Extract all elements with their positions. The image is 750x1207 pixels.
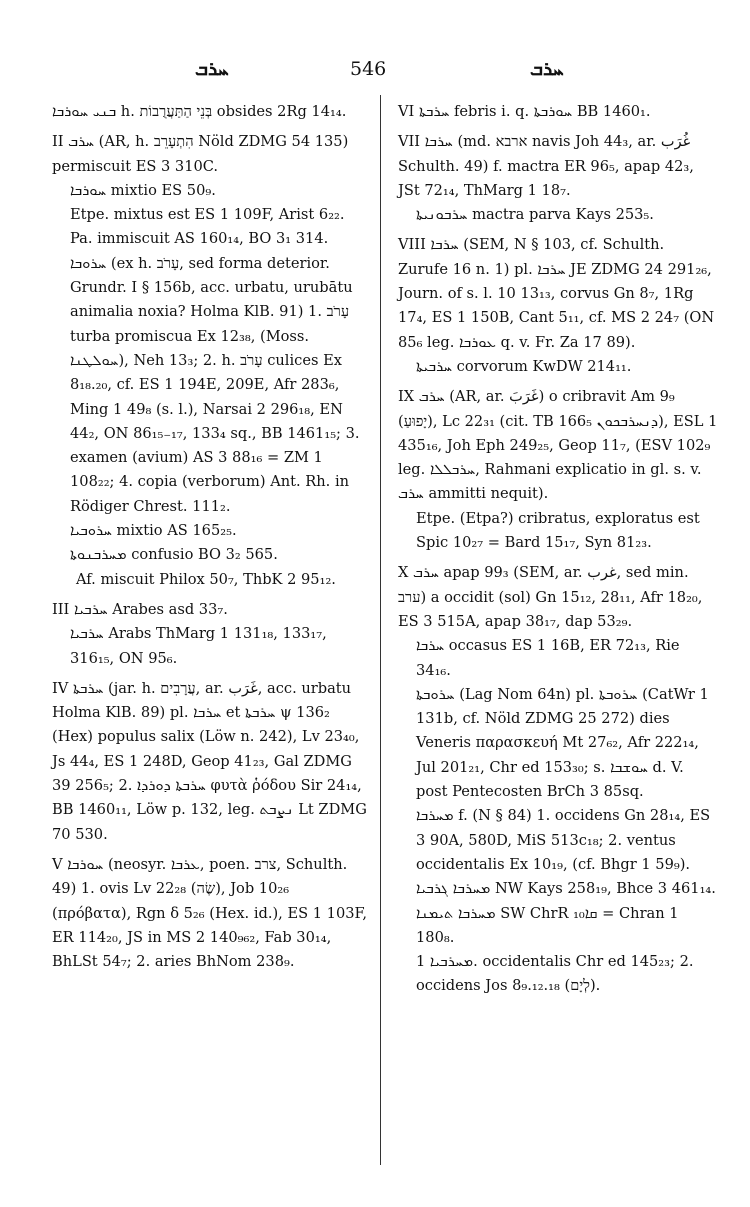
dictionary-entry: ܚܪܘܒܬܐ (Lag Nom 64n) pl. ܚܪܘܒܬܐ (CatWr 1 131b, cf. Nöld ZDMG 25 272) dies Veneris παρασκευή Mt 27₆₂, Afr 222₁₄, Jul 201₂₁, Chr ed 153₃₀; s. ܚܘܫܒܐ d. V. post Pentecosten BrCh 3 85sq. — [416, 685, 709, 801]
dictionary-entry: Pa. immiscuit AS 160₁₄, BO 3₁ 314. — [70, 230, 329, 248]
dictionary-entry: ܚܪܘܒܐ (ex h. עָרֹב, sed forma deterior. Grundr. I § 156b, acc. urbatu, urubātu animalia noxia? Holma KlB. 91) 1. עָרֹב turba promiscua Ex 12₃₈, (Moss. ܚܘܠܛܢܐ), Neh 13₃; 2. h. עָרֹב culices Ex 8₁₈.₂₀, cf. ES 1 194E, 209E, Afr 283₆, Ming 1 49₈ (s. l.), Narsai 2 296₁₈, EN 44₂, ON 86₁₅₋₁₇, 133₄ sq., BB 1461₁₅; 3. examen (avium) AS 3 88₁₆ = ZM 1 108₂₂; 4. copia (verborum) Ant. Rh. in Rödiger Chrest. 111₂. — [70, 254, 360, 515]
dictionary-entry: ܡܚܪܒܐ ܓܪܒܝܐ NW Kays 258₁₉, Bhce 3 461₁₄. — [416, 880, 716, 898]
dictionary-entry: ܚܪܒܝܬܐ corvorum KwDW 214₁₁. — [416, 357, 632, 375]
dictionary-entry: V ܚܘܪܒܐ (neosyr. ܥܪܒܐ, poen. צרב, Schulth. 49) 1. ovis Lv 22₂₈ (שֶׂה), Job 10₂₆ (πρόβατα), Rgn δ 5₂₆ (Hex. id.), ES 1 103F, ER 114₂₀, JS in MS 2 140₉₆₂, Fab 30₁₄, BhLSt 54₇; 2. aries BhNom 238₉. — [52, 855, 368, 971]
left-column — [52, 100, 370, 974]
dictionary-entry: ܚܪܒܐ occasus ES 1 16B, ER 72₁₃, Rie 34₁₆. — [416, 637, 680, 679]
running-head-left: ܚܪܒ — [195, 58, 229, 80]
dictionary-entry: ܚܪܒܘܢܝܬܐ mactra parva Kays 253₅. — [416, 206, 654, 224]
dictionary-entry: ܚܪܘܒܝܐ mixtio AS 165₂₅. — [70, 522, 237, 540]
running-head-right: ܚܪܒ — [530, 58, 564, 80]
dictionary-entry: ܡܚܪܒܝܐ 1. occidentalis Chr ed 145₂₃; 2. occidens Jos 8₉.₁₂.₁₈ (לְיָם). — [416, 953, 694, 995]
dictionary-entry: X ܚܪܒ apap 99₃ (SEM, ar. غرب, sed min. ערב) a occidit (sol) Gn 15₁₂, 28₁₁, Afr 18₂₀, ES 3 515A, apap 38₁₇, dap 53₂₉. — [398, 564, 703, 630]
dictionary-entry: Etpe. mixtus est ES 1 109F, Arist 6₂₂. — [70, 206, 345, 224]
dictionary-entry: Af. miscuit Philox 50₇, ThbK 2 95₁₂. — [76, 570, 336, 588]
dictionary-entry: III ܚܪܒܝܐ Arabes asd 33₇. — [52, 600, 228, 618]
dictionary-entry: ܚܘܪܒܐ mixtio ES 50₉. — [70, 181, 216, 199]
dictionary-entry: ܡܚܪܒܐ f. (N § 84) 1. occidens Gn 28₁₄, ES 3 90A, 580D, MiS 513c₁₈; 2. ventus occidentalis Ex 10₁₉, (cf. Bhgr 1 59₉). — [416, 807, 711, 873]
dictionary-entry: VII ܚܪܒܐ (md. ארבא navis Joh 44₃, ar. غُرَب Schulth. 49) f. mactra ER 96₅, apap 42₃, JSt 72₁₄, ThMarg 1 18₇. — [398, 133, 694, 199]
dictionary-entry: ܡܚܪܒܐ ܬܝܡܢܐ SW ChrR ܩܐ₁₀ = Chran 1 180₈. — [416, 904, 679, 946]
dictionary-entry: II ܚܪܒ (AR, h. הִתְעָרֵב Nöld ZDMG 54 135) permiscuit ES 3 310C. — [52, 133, 349, 175]
page-number: 546 — [350, 58, 387, 80]
dictionary-entry: Etpe. (Etpa?) cribratus, exploratus est Spic 10₂₇ = Bard 15₁₇, Syn 81₂₃. — [416, 509, 700, 552]
dictionary-entry: IV ܚܪܒܬܐ (jar. h. עֲרָבִים, ar. غَرَب, acc. urbatu Holma KlB. 89) pl. ܚܪܒܐ et ܚܪܒܬܐ ψ 136₂ (Hex) populus salix (Löw n. 242), Lv 23₄₀, Js 44₄, ES 1 248D, Geop 41₂₃, Gal ZDMG 39 256₅; 2. ܚܪܒܬܐ ܕܘܪܕܐ φυτὰ ῥόδου Sir 24₁₄, BB 1460₁₁, Löw p. 132, leg. ܢܨܒܬ Lt ZDMG 70 530. — [52, 679, 367, 843]
dictionary-entry: VIII ܚܪܒܐ (SEM, N § 103, cf. Schulth. Zurufe 16 n. 1) pl. ܚܪܒܐ JE ZDMG 24 291₂₆, Journ. of s. l. 10 13₁₃, corvus Gn 8₇, 1Rg 17₄, ES 1 150B, Cant 5₁₁, cf. MS 2 24₇ (ON 85₆ leg. ܥܘܪܒܐ q. v. Fr. Za 17 89). — [398, 236, 715, 351]
page-header — [0, 58, 750, 88]
dictionary-entry: IX ܚܪܒ (AR, ar. غَرَبَ) o cribravit Am 9₉ (יָפוּעַ), Lc 22₃₁ (cit. TB 166₅ ܕܢܚܪܒܟܘܢ), ESL 1 435₁₆, Joh Eph 249₂₅, Geop 11₇, (ESV 102₉ leg. ܚܪܒܠܠܐ, Rahmani explicatio in gl. s. v. ܚܪܒ ammitti nequit). — [398, 388, 718, 503]
dictionary-entry: ܚܪܒܝܐ Arabs ThMarg 1 131₁₈, 133₁₇, 316₁₅, ON 95₆. — [70, 625, 327, 667]
column-divider — [380, 95, 381, 1165]
dictionary-entry: VI ܚܪܒܬܐ febris i. q. ܚܘܪܒܬܐ BB 1460₁. — [398, 103, 651, 120]
dictionary-entry: ܒܢܝ ܚܘܪܒܐ h. בְּנֵי הַתַּעֲרֻבוֹת obsides 2Rg 14₁₄. — [52, 103, 347, 120]
right-column — [398, 100, 718, 999]
dictionary-entry: ܡܚܪܒܢܘܬܐ confusio BO 3₂ 565. — [70, 546, 278, 564]
